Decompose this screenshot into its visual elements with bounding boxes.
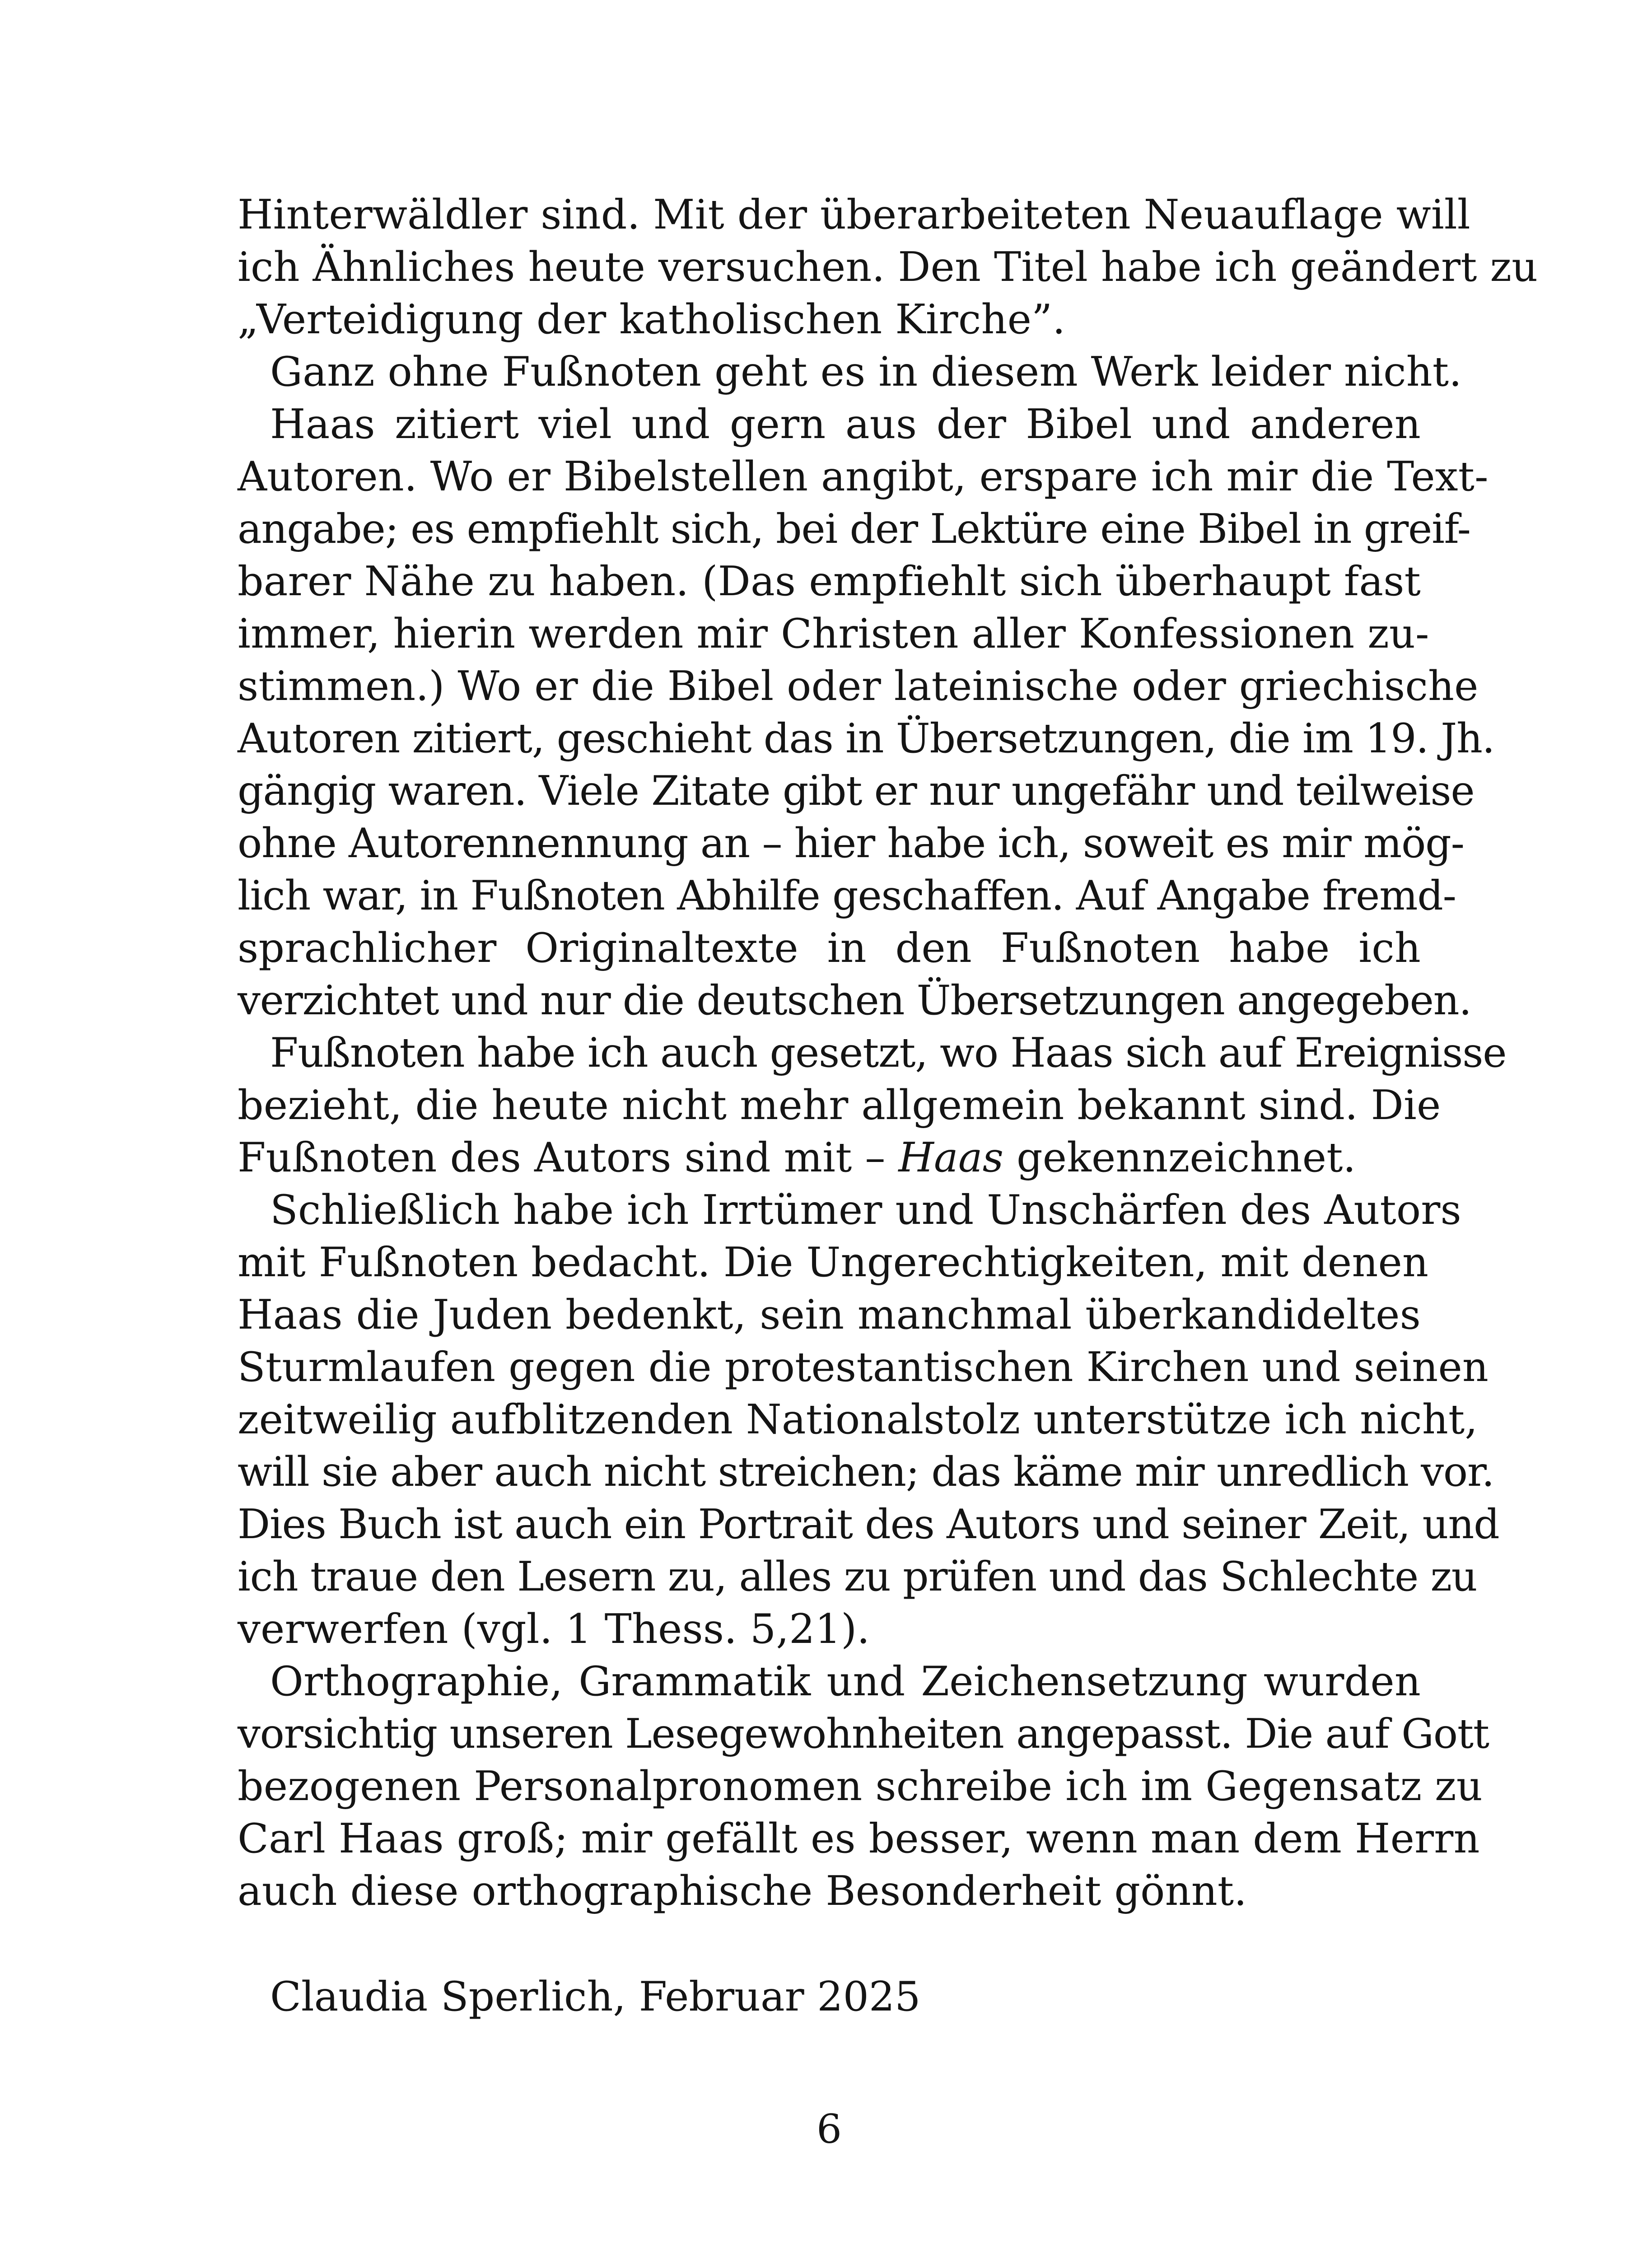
text-line: Ganz ohne Fußnoten geht es in diesem Werk leider nicht. — [270, 348, 1462, 396]
text-line: vorsichtig unseren Lesegewohnheiten angepasst. Die auf Gott — [238, 1710, 1489, 1758]
text-line: Autoren. Wo er Bibelstellen angibt, erspare ich mir die Text- — [238, 453, 1489, 500]
text-line: ich traue den Lesern zu, alles zu prüfen und das Schlechte zu — [238, 1553, 1477, 1600]
signature: Claudia Sperlich, Februar 2025 — [270, 1973, 921, 2020]
author-name-italic: Haas — [898, 1134, 1004, 1181]
text-line: verzichtet und nur die deutschen Übersetzungen angegeben. — [238, 977, 1471, 1024]
text-line: Haas zitiert viel und gern aus der Bibel und anderen — [270, 401, 1421, 448]
text-line: Sturmlaufen gegen die protestantischen Kirchen und seinen — [238, 1344, 1489, 1391]
text-line: Schließlich habe ich Irrtümer und Unschärfen des Autors — [270, 1186, 1461, 1234]
text-line: auch diese orthographische Besonderheit gönnt. — [238, 1867, 1247, 1915]
text-line: Dies Buch ist auch ein Portrait des Autors und seiner Zeit, und — [238, 1501, 1499, 1548]
text-line: Haas die Juden bedenkt, sein manchmal überkandideltes — [238, 1291, 1421, 1339]
text-line: mit Fußnoten bedacht. Die Ungerechtigkeiten, mit denen — [238, 1239, 1429, 1286]
text-line: bezieht, die heute nicht mehr allgemein bekannt sind. Die — [238, 1082, 1441, 1129]
text-line: Hinterwäldler sind. Mit der überarbeiteten Neuauflage will — [238, 191, 1470, 238]
text-line: ohne Autorennennung an – hier habe ich, soweit es mir mög- — [238, 820, 1464, 867]
text-line: immer, hierin werden mir Christen aller Konfessionen zu- — [238, 610, 1429, 658]
text-fragment: Fußnoten des Autors sind mit – — [238, 1134, 899, 1181]
text-line: barer Nähe zu haben. (Das empfiehlt sich überhaupt fast — [238, 558, 1421, 605]
text-line: verwerfen (vgl. 1 Thess. 5,21). — [238, 1605, 870, 1653]
text-line: ich Ähnliches heute versuchen. Den Titel habe ich geändert zu — [238, 243, 1538, 291]
text-line: Orthographie, Grammatik und Zeichensetzung wurden — [270, 1658, 1421, 1705]
book-page — [238, 0, 1538, 2258]
text-line: Fußnoten habe ich auch gesetzt, wo Haas sich auf Ereignisse — [270, 1029, 1507, 1077]
text-line: „Verteidigung der katholischen Kirche”. — [238, 296, 1066, 343]
text-line: zeitweilig aufblitzenden Nationalstolz unterstütze ich nicht, — [238, 1396, 1478, 1443]
footnote-marker-line — [238, 1132, 1356, 1184]
text-line: gängig waren. Viele Zitate gibt er nur ungefähr und teilweise — [238, 767, 1475, 815]
text-line: sprachlicher Originaltexte in den Fußnoten habe ich — [238, 924, 1421, 972]
text-fragment: gekennzeichnet. — [1003, 1134, 1356, 1181]
page-number: 6 — [817, 2106, 842, 2152]
text-line: bezogenen Personalpronomen schreibe ich im Gegensatz zu — [238, 1763, 1483, 1810]
text-line: stimmen.) Wo er die Bibel oder lateinische oder griechische — [238, 662, 1479, 710]
text-line: Carl Haas groß; mir gefällt es besser, wenn man dem Herrn — [238, 1815, 1480, 1862]
text-line: will sie aber auch nicht streichen; das käme mir unredlich vor. — [238, 1448, 1494, 1496]
text-line: Autoren zitiert, geschieht das in Übersetzungen, die im 19. Jh. — [238, 715, 1495, 762]
text-line: lich war, in Fußnoten Abhilfe geschaffen. Auf Angabe fremd- — [238, 872, 1456, 919]
text-line: angabe; es empfiehlt sich, bei der Lektüre eine Bibel in greif- — [238, 505, 1470, 553]
